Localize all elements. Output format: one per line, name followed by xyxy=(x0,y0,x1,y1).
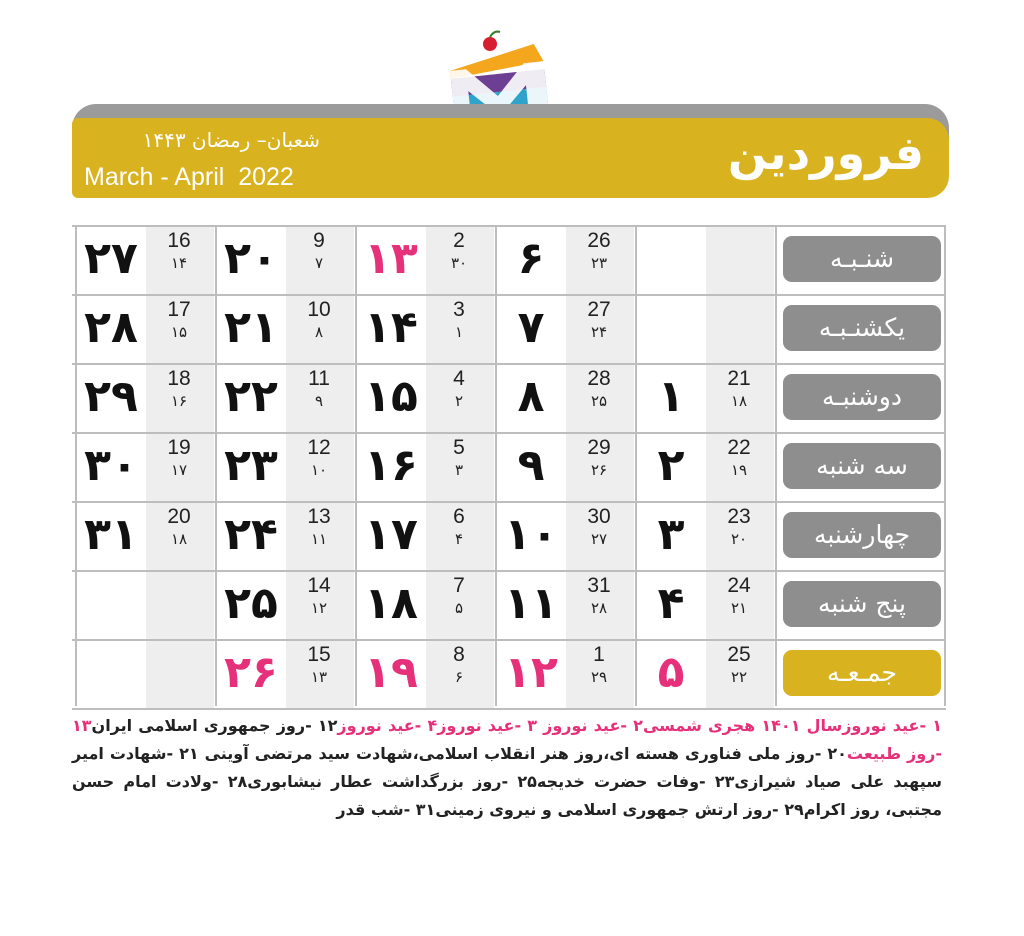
hijri-day-number: ۳۰ xyxy=(450,254,468,272)
persian-day-number: ۲۷ xyxy=(84,233,138,284)
gregorian-day-number: 7 xyxy=(453,574,465,597)
persian-day-number: ۱۳ xyxy=(364,233,418,284)
persian-day-number: ۲۸ xyxy=(84,302,138,353)
gregorian-day-number: 21 xyxy=(727,367,751,390)
hijri-day-number: ۴ xyxy=(454,530,464,548)
gregorian-day-number: 4 xyxy=(453,367,465,390)
persian-day-number: ۲۲ xyxy=(224,371,278,422)
persian-day-number: ۵ xyxy=(657,647,685,698)
day-cell xyxy=(355,294,495,363)
grid-vline xyxy=(944,225,946,706)
hijri-day-number: ۲۳ xyxy=(590,254,608,272)
gregorian-day-number: 26 xyxy=(587,229,611,252)
day-cell xyxy=(355,501,495,570)
weekday-label: جمـعـه xyxy=(783,650,941,696)
hijri-day-number: ۱۷ xyxy=(170,461,188,479)
persian-day-number: ۱۸ xyxy=(364,578,418,629)
persian-day-number: ۲۰ xyxy=(224,233,278,284)
gregorian-month-range: March - April 2022 xyxy=(84,163,294,191)
day-cell xyxy=(495,639,635,708)
hijri-day-number: ۱۴ xyxy=(170,254,188,272)
occasions-notes xyxy=(72,712,942,824)
hijri-day-number: ۱۹ xyxy=(730,461,748,479)
gregorian-day-number: 22 xyxy=(727,436,751,459)
day-cell xyxy=(355,570,495,639)
day-cell xyxy=(635,501,775,570)
hijri-day-number: ۲۵ xyxy=(590,392,608,410)
gregorian-day-number: 27 xyxy=(587,298,611,321)
persian-day-number: ۳ xyxy=(657,509,685,560)
grid-vline xyxy=(775,225,777,706)
day-cell xyxy=(215,225,355,294)
grid-hline xyxy=(72,708,946,710)
hijri-day-number: ۲۷ xyxy=(590,530,608,548)
hijri-day-number: ۱۳ xyxy=(310,668,328,686)
hijri-day-number: ۵ xyxy=(454,599,464,617)
gregorian-day-number: 23 xyxy=(727,505,751,528)
gregorian-day-number: 20 xyxy=(167,505,191,528)
persian-day-number: ۱۷ xyxy=(364,509,418,560)
persian-day-number: ۲۶ xyxy=(224,647,278,698)
gregorian-day-number: 16 xyxy=(167,229,191,252)
hijri-day-number: ۲۴ xyxy=(590,323,608,341)
weekday-label: پنج شنبه xyxy=(783,581,941,627)
hijri-day-number: ۶ xyxy=(454,668,464,686)
note-nature-day: ۱۳ -روز طبیعت xyxy=(72,716,943,763)
gregorian-day-number: 15 xyxy=(307,643,331,666)
day-cell xyxy=(215,639,355,708)
gregorian-day-number: 6 xyxy=(453,505,465,528)
persian-day-number: ۱۱ xyxy=(504,578,558,629)
gregorian-day-number: 19 xyxy=(167,436,191,459)
persian-day-number: ۴ xyxy=(657,578,685,629)
gregorian-day-number: 10 xyxy=(307,298,331,321)
day-cell xyxy=(495,363,635,432)
day-cell xyxy=(495,501,635,570)
day-cell xyxy=(355,225,495,294)
day-cell xyxy=(635,432,775,501)
gregorian-day-number: 30 xyxy=(587,505,611,528)
day-cell xyxy=(75,225,215,294)
hijri-day-number: ۲۰ xyxy=(730,530,748,548)
persian-day-number: ۱۴ xyxy=(364,302,418,353)
persian-day-number: ۱ xyxy=(657,371,685,422)
hijri-day-number: ۲۹ xyxy=(590,668,608,686)
weekday-label: یکشنـبـه xyxy=(783,305,941,351)
persian-day-number: ۱۵ xyxy=(364,371,418,422)
persian-day-number: ۱۹ xyxy=(364,647,418,698)
persian-day-number: ۲ xyxy=(657,440,685,491)
gregorian-day-number: 17 xyxy=(167,298,191,321)
persian-day-number: ۸ xyxy=(517,371,545,422)
hijri-day-number: ۱۸ xyxy=(170,530,188,548)
persian-day-number: ۶ xyxy=(517,233,545,284)
persian-day-number: ۱۶ xyxy=(364,440,418,491)
day-cell xyxy=(75,432,215,501)
day-cell xyxy=(215,363,355,432)
weekday-label: دوشنبـه xyxy=(783,374,941,420)
other-notes: ۲۰ -روز ملی فناوری هسته ای،روز هنر انقلاب اسلامی،شهادت سید مرتضی آوینی ۲۱ -شهادت امیر سپهبد علی صیاد شیرازی۲۳ -وفات حضرت خدیجه۲۵ -روز بزرگداشت عطار نیشابوری۲۸ -ولادت امام حسن مجتبی، روز اکرام۲۹ -روز ارتش جمهوری اسلامی و نیروی زمینی۳۱ -شب قدر xyxy=(72,744,943,819)
gregorian-day-number: 14 xyxy=(307,574,331,597)
gregorian-day-number: 2 xyxy=(453,229,465,252)
gregorian-day-number: 12 xyxy=(307,436,331,459)
hijri-day-number: ۲ xyxy=(454,392,464,410)
day-cell xyxy=(495,225,635,294)
day-cell xyxy=(215,570,355,639)
gregorian-day-number: 11 xyxy=(308,367,330,390)
persian-day-number: ۲۱ xyxy=(224,302,278,353)
day-cell xyxy=(495,570,635,639)
hijri-day-number: ۱۶ xyxy=(170,392,188,410)
hijri-day-number: ۹ xyxy=(314,392,324,410)
gregorian-day-number: 1 xyxy=(593,643,605,666)
month-title: فروردین xyxy=(727,126,924,180)
day-cell xyxy=(495,432,635,501)
note-republic-day: ۱۲ -روز جمهوری اسلامی ایران xyxy=(91,716,338,735)
gregorian-day-number: 25 xyxy=(727,643,751,666)
persian-day-number: ۷ xyxy=(517,302,545,353)
holiday-notes: ۱ -عید نوروزسال ۱۴۰۱ هجری شمسی۲ -عید نوروز ۳ -عید نوروز۴ -عید نوروز xyxy=(337,716,943,735)
hijri-day-number: ۲۸ xyxy=(590,599,608,617)
day-cell xyxy=(355,432,495,501)
weekday-label: چهارشنبه xyxy=(783,512,941,558)
persian-day-number: ۹ xyxy=(517,440,545,491)
day-cell xyxy=(215,294,355,363)
hijri-day-number: ۱۲ xyxy=(310,599,328,617)
gregorian-day-number: 9 xyxy=(313,229,325,252)
day-cell xyxy=(355,639,495,708)
persian-day-number: ۱۰ xyxy=(504,509,558,560)
gregorian-day-number: 8 xyxy=(453,643,465,666)
day-cell xyxy=(215,432,355,501)
gregorian-day-number: 18 xyxy=(167,367,191,390)
day-cell xyxy=(635,639,775,708)
gregorian-day-number: 29 xyxy=(587,436,611,459)
weekday-label: سه شنبه xyxy=(783,443,941,489)
hijri-day-number: ۸ xyxy=(314,323,324,341)
persian-day-number: ۲۴ xyxy=(224,509,278,560)
hijri-day-number: ۲۱ xyxy=(730,599,748,617)
gregorian-day-number: 28 xyxy=(587,367,611,390)
hijri-day-number: ۱ xyxy=(454,323,464,341)
day-cell xyxy=(635,570,775,639)
hijri-day-number: ۳ xyxy=(454,461,464,479)
hijri-month-range: شعبان– رمضان ۱۴۴۳ xyxy=(142,128,320,152)
persian-day-number: ۲۳ xyxy=(224,440,278,491)
day-cell xyxy=(495,294,635,363)
day-cell xyxy=(75,294,215,363)
day-cell xyxy=(635,363,775,432)
hijri-day-number: ۷ xyxy=(314,254,324,272)
day-cell xyxy=(355,363,495,432)
hijri-day-number: ۱۱ xyxy=(310,530,328,548)
gregorian-day-number: 31 xyxy=(587,574,611,597)
day-cell xyxy=(215,501,355,570)
hijri-day-number: ۱۰ xyxy=(310,461,328,479)
calendar-grid xyxy=(72,225,946,706)
gregorian-day-number: 3 xyxy=(453,298,465,321)
persian-day-number: ۱۲ xyxy=(504,647,558,698)
gregorian-day-number: 5 xyxy=(453,436,465,459)
hijri-day-number: ۲۶ xyxy=(590,461,608,479)
hijri-day-number: ۱۸ xyxy=(730,392,748,410)
day-cell xyxy=(75,363,215,432)
day-cell xyxy=(75,501,215,570)
hijri-day-number: ۱۵ xyxy=(170,323,188,341)
persian-day-number: ۳۱ xyxy=(84,509,138,560)
gregorian-day-number: 24 xyxy=(727,574,751,597)
persian-day-number: ۳۰ xyxy=(84,440,138,491)
weekday-label: شنـبـه xyxy=(783,236,941,282)
persian-day-number: ۲۹ xyxy=(84,371,138,422)
gregorian-day-number: 13 xyxy=(307,505,331,528)
hijri-day-number: ۲۲ xyxy=(730,668,748,686)
persian-day-number: ۲۵ xyxy=(224,578,278,629)
